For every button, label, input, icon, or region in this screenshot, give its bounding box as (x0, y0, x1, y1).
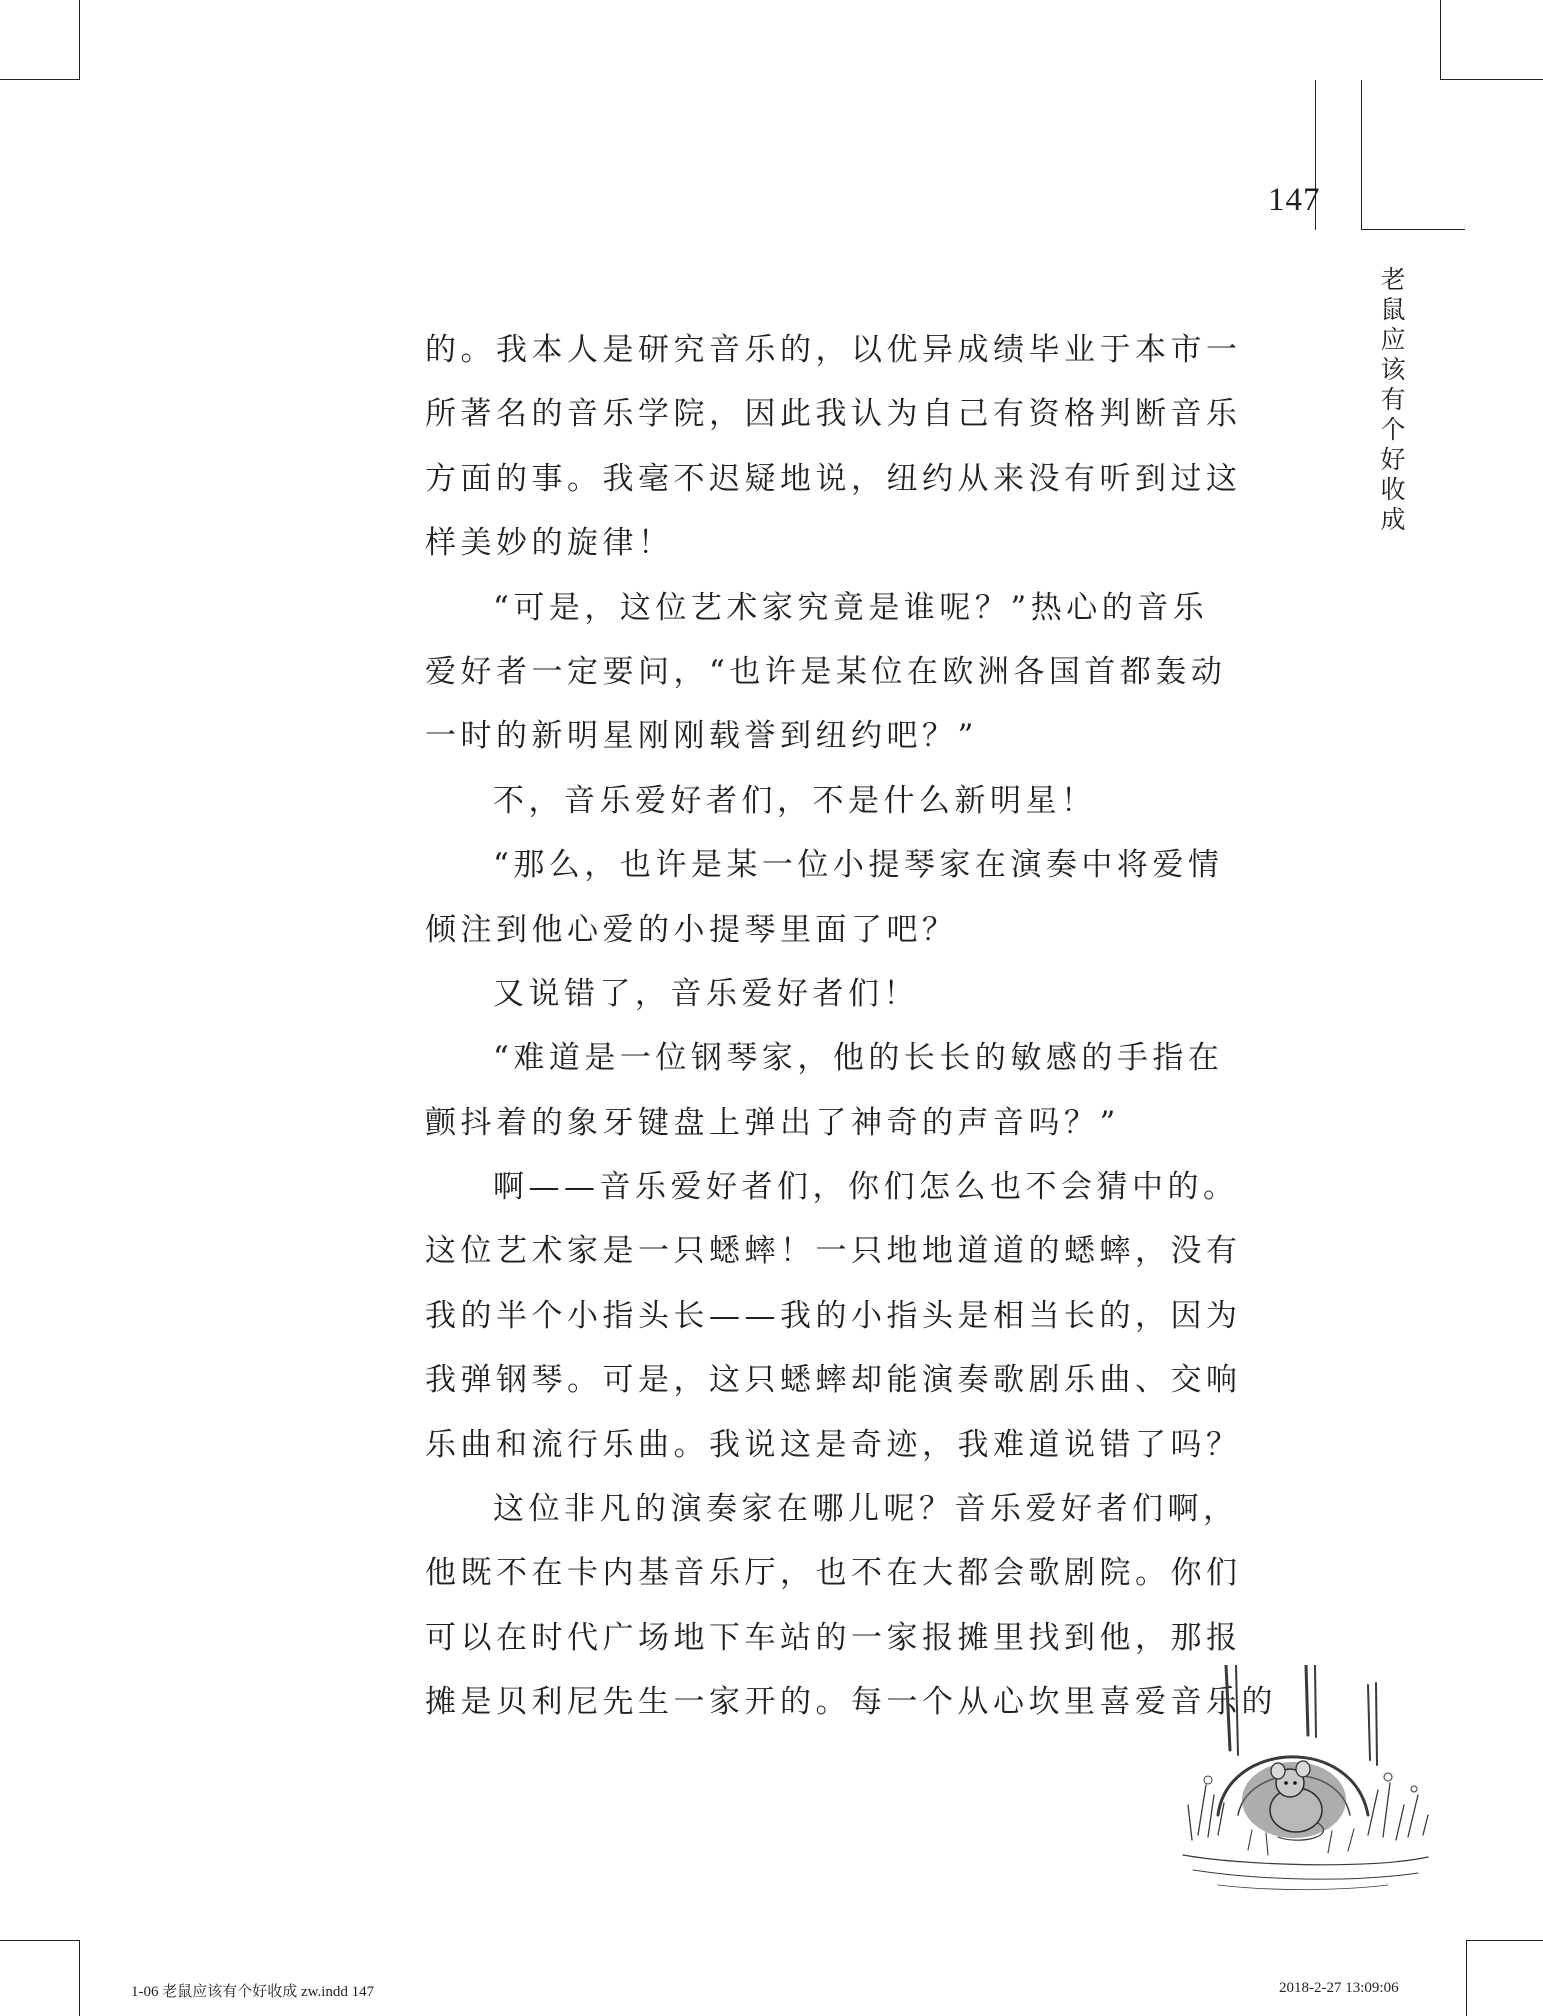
crop-mark-bottom-left-horizontal (0, 1940, 80, 1941)
text-line: 啊——音乐爱好者们，你们怎么也不会猜中的。 (493, 1169, 1239, 1206)
text-line: 他既不在卡内基音乐厅，也不在大都会歌剧院。你们 (425, 1555, 1242, 1592)
text-line: 颤抖着的象牙键盘上弹出了神奇的声音吗？” (425, 1104, 1120, 1141)
text-line: 方面的事。我毫不迟疑地说，纽约从来没有听到过这 (425, 460, 1242, 497)
running-head-char: 应 (1380, 325, 1406, 354)
text-line: 这位非凡的演奏家在哪儿呢？音乐爱好者们啊， (493, 1491, 1239, 1528)
file-slug: 1-06 老鼠应该有个好收成 zw.indd 147 (131, 1984, 375, 2000)
text-line: 一时的新明星刚刚载誉到纽约吧？” (425, 718, 978, 755)
page-number: 147 (1268, 182, 1321, 218)
margin-bracket-horizontal (1361, 229, 1465, 230)
tree-trunk (1368, 1685, 1370, 1760)
text-line: 的。我本人是研究音乐的，以优异成绩毕业于本市一 (425, 332, 1242, 368)
tree-trunk (1315, 1665, 1316, 1737)
text-line: 我的半个小指头长——我的小指头是相当长的，因为 (425, 1297, 1242, 1334)
running-head-char: 鼠 (1380, 295, 1406, 324)
text-line: 倾注到他心爱的小提琴里面了吧？ (425, 911, 958, 948)
crop-mark-top-right-vertical (1440, 0, 1441, 80)
text-line: 这位艺术家是一只蟋蟀！一只地地道道的蟋蟀，没有 (425, 1233, 1242, 1270)
body-text (425, 318, 1277, 1735)
flower (1384, 1773, 1392, 1781)
mouse-ear (1296, 1761, 1310, 1777)
text-line: 我弹钢琴。可是，这只蟋蟀却能演奏歌剧乐曲、交响 (425, 1362, 1242, 1399)
tree-trunk (1306, 1665, 1308, 1735)
flower (1204, 1776, 1212, 1784)
ground (1218, 1885, 1388, 1890)
text-line: “那么，也许是某一位小提琴家在演奏中将爱情 (493, 847, 1224, 884)
running-head-char: 好 (1380, 445, 1406, 474)
text-line: 又说错了，音乐爱好者们！ (493, 975, 919, 1012)
running-head-char: 个 (1380, 415, 1406, 444)
crop-mark-top-right-horizontal (1440, 79, 1543, 80)
text-line: 爱好者一定要问，“也许是某位在欧洲各国首都轰动 (425, 653, 1227, 690)
text-line: 可以在时代广场地下车站的一家报摊里找到他，那报 (425, 1619, 1242, 1656)
crop-mark-top-left-horizontal (0, 79, 80, 80)
text-line: 不，音乐爱好者们，不是什么新明星！ (493, 782, 1097, 819)
tree-trunk (1376, 1683, 1377, 1765)
ground (1183, 1855, 1428, 1865)
tree-trunk (1226, 1665, 1230, 1750)
crop-mark-bottom-left-vertical (79, 1940, 80, 2016)
running-head-char: 成 (1380, 505, 1406, 534)
text-line: “可是，这位艺术家究竟是谁呢？”热心的音乐 (493, 589, 1209, 626)
mouse-in-burrow-illustration (1178, 1665, 1433, 1895)
flower (1411, 1786, 1417, 1792)
grass (1368, 1783, 1428, 1840)
running-head-char: 该 (1380, 355, 1406, 384)
tree-trunk (1236, 1665, 1238, 1755)
text-line: 样美妙的旋律！ (425, 525, 674, 562)
mouse-ear (1271, 1763, 1285, 1779)
margin-bracket-vertical-inner (1361, 80, 1362, 230)
text-line: “难道是一位钢琴家，他的长长的敏感的手指在 (493, 1040, 1224, 1077)
running-head-char: 老 (1380, 265, 1406, 294)
text-line: 所著名的音乐学院，因此我认为自己有资格判断音乐 (425, 396, 1242, 433)
print-timestamp: 2018-2-27 13:09:06 (1279, 1980, 1399, 1996)
running-head-char: 有 (1380, 385, 1406, 414)
text-line: 摊是贝利尼先生一家开的。每一个从心坎里喜爱音乐的 (425, 1684, 1277, 1721)
running-head-char: 收 (1380, 475, 1406, 504)
crop-mark-bottom-right-vertical (1466, 1940, 1467, 2016)
text-line: 乐曲和流行乐曲。我说这是奇迹，我难道说错了吗？ (425, 1426, 1242, 1463)
running-head (1373, 265, 1413, 535)
mouse-eye (1284, 1781, 1288, 1785)
mouse-eye (1293, 1781, 1297, 1785)
ground (1193, 1870, 1418, 1879)
crop-mark-top-left-vertical (79, 0, 80, 80)
crop-mark-bottom-right-horizontal (1466, 1940, 1543, 1941)
